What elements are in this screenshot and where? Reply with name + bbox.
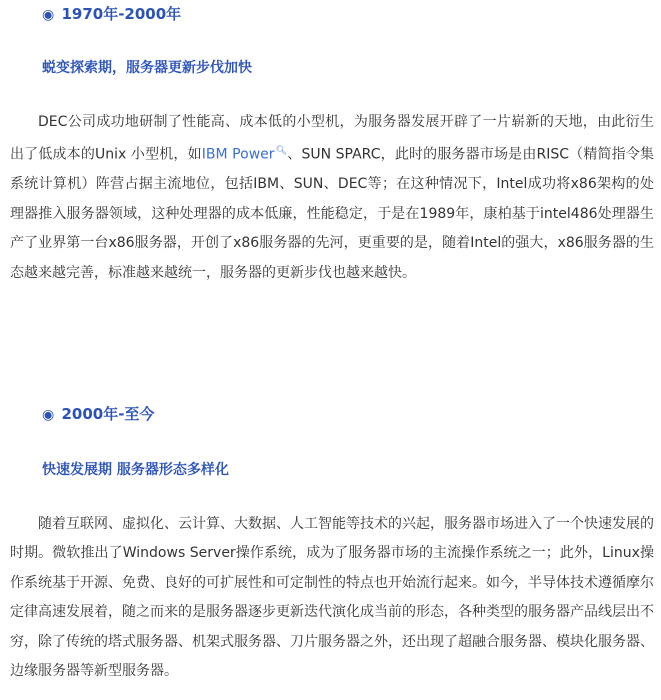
ibm-power-link[interactable]: IBM Power xyxy=(201,147,275,164)
section-2-heading-text: 2000年-至今 xyxy=(61,405,155,423)
section-1-paragraph xyxy=(10,108,654,288)
search-icon[interactable]: 🔍︎ xyxy=(275,146,288,157)
section-2-heading xyxy=(42,404,154,425)
section-1-heading xyxy=(42,4,181,25)
section-2-paragraph: 随着互联网、虚拟化、云计算、大数据、人工智能等技术的兴起，服务器市场进入了一个快速发展的时期。微软推出了Windows Server操作系统，成为了服务器市场的主流操作系统之一；此外，Linux操作系统基于开源、免费、良好的可扩展性和可定制性的特点也开始流行起来。如今，半导体技术遵循摩尔定律高速发展着，随之而来的是服务器逐步更新迭代演化成当前的形态，各种类型的服务器产品线层出不穷，除了传统的塔式服务器、机架式服务器、刀片服务器之外，还出现了超融合服务器、模块化服务器、边缘服务器等新型服务器。 xyxy=(10,516,654,680)
bullet-icon: ◉ xyxy=(42,7,55,23)
section-1-subheading: 蜕变探索期，服务器更新步伐加快 xyxy=(42,60,252,76)
section-1-paragraph-text-end: 、SUN SPARC，此时的服务器市场是由RISC（精简指令集系统计算机）阵营占据主流地位，包括IBM、SUN、DEC等；在这种情况下，Intel成功将x86架构的处理器推入服务器领域，这种处理器的成本低廉，性能稳定，于是在1989年，康柏基于intel486处理器生产了业界第一台x86服务器，开创了x86服务器的先河，更重要的是，随着Intel的强大，x86服务器的生态越来越完善，标准越来越统一，服务器的更新步伐也越来越快。 xyxy=(10,147,655,281)
bullet-icon: ◉ xyxy=(42,407,55,423)
section-1-paragraph-text-start: DEC公司成功地研制了性能高、成本低的小型机，为服务器发展开辟了一片崭新的天地，由此衍生出了低成本的Unix 小型机，如 xyxy=(10,114,654,164)
section-2-subheading: 快速发展期 服务器形态多样化 xyxy=(42,462,229,478)
section-1-heading-text: 1970年-2000年 xyxy=(61,5,182,23)
